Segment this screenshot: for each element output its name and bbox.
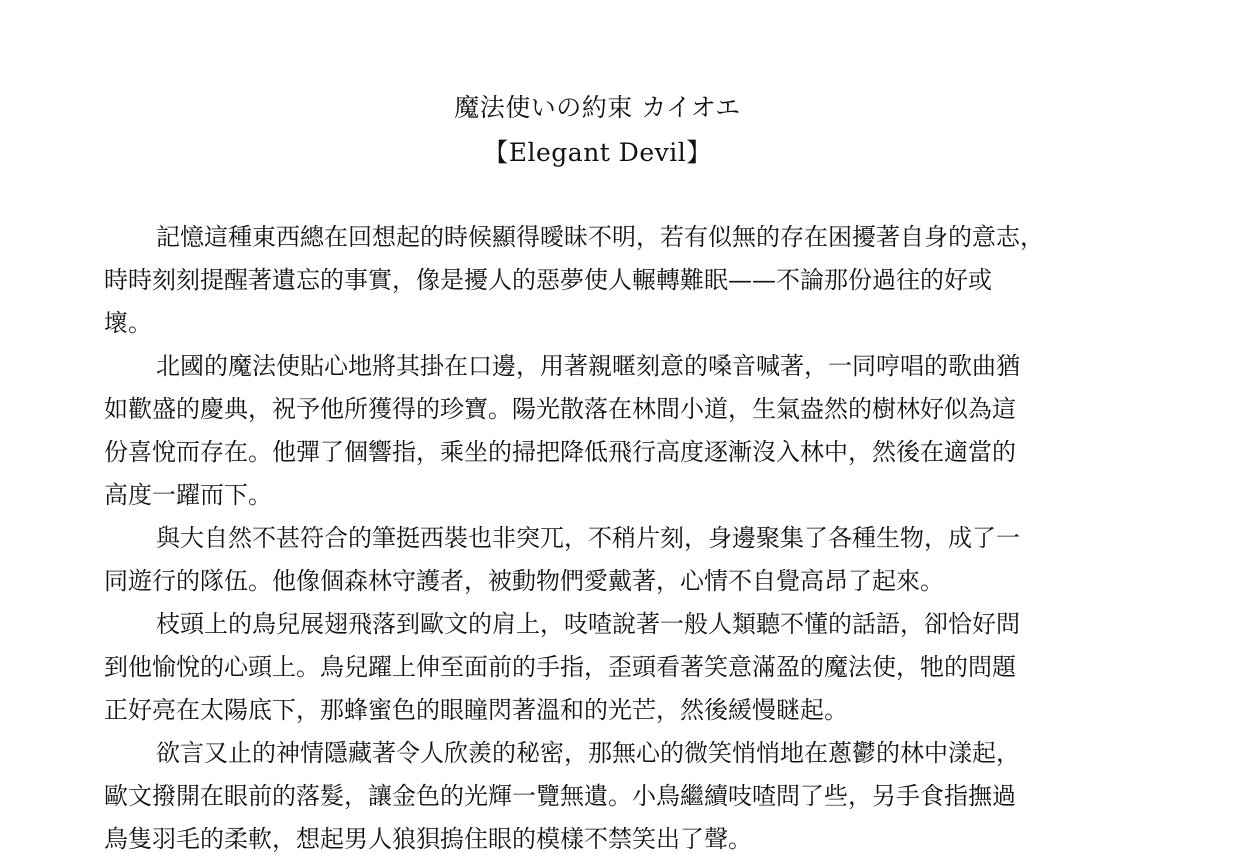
paragraph-4 xyxy=(104,603,1114,732)
paragraph-line: 份喜悅而存在。他彈了個響指，乘坐的掃把降低飛行高度逐漸沒入林中，然後在適當的 xyxy=(104,438,1016,466)
paragraph-line: 時時刻刻提醒著遺忘的事實，像是擾人的惡夢使人輾轉難眠——不論那份過往的好或 xyxy=(104,266,992,294)
paragraph-5 xyxy=(104,732,1114,854)
paragraph-3 xyxy=(104,517,1114,603)
paragraph-line: 北國的魔法使貼心地將其掛在口邊，用著親暱刻意的嗓音喊著，一同哼唱的歌曲猶 xyxy=(156,352,1020,380)
document-body xyxy=(104,216,1114,854)
paragraph-line: 如歡盛的慶典，祝予他所獲得的珍寶。陽光散落在林間小道，生氣盎然的樹林好似為這 xyxy=(104,395,1016,423)
paragraph-2 xyxy=(104,345,1114,517)
paragraph-line: 正好亮在太陽底下，那蜂蜜色的眼瞳閃著溫和的光芒，然後緩慢瞇起。 xyxy=(104,696,848,724)
document-subtitle: 【Elegant Devil】 xyxy=(483,138,712,167)
paragraph-1 xyxy=(104,216,1114,345)
paragraph-line: 與大自然不甚符合的筆挺西裝也非突兀，不稍片刻，身邊聚集了各種生物，成了一 xyxy=(156,524,1020,552)
paragraph-line: 歐文撥開在眼前的落髮，讓金色的光輝一覽無遺。小鳥繼續吱喳問了些，另手食指撫過 xyxy=(104,782,1016,810)
document-title: 魔法使いの約束 カイオエ xyxy=(454,93,741,122)
paragraph-line: 到他愉悅的心頭上。鳥兒躍上伸至面前的手指，歪頭看著笑意滿盈的魔法使，牠的問題 xyxy=(104,653,1016,681)
paragraph-line: 記憶這種東西總在回想起的時候顯得曖昧不明，若有似無的存在困擾著自身的意志， xyxy=(156,223,1044,251)
paragraph-line: 高度一躍而下。 xyxy=(104,481,272,509)
paragraph-line: 枝頭上的鳥兒展翅飛落到歐文的肩上，吱喳說著一般人類聽不懂的話語，卻恰好問 xyxy=(156,610,1020,638)
paragraph-line: 壞。 xyxy=(104,309,152,337)
paragraph-line: 欲言又止的神情隱藏著令人欣羨的秘密，那無心的微笑悄悄地在蔥鬱的林中漾起， xyxy=(156,739,1020,767)
paragraph-line: 鳥隻羽毛的柔軟，想起男人狼狽摀住眼的模樣不禁笑出了聲。 xyxy=(104,825,752,853)
paragraph-line: 同遊行的隊伍。他像個森林守護者，被動物們愛戴著，心情不自覺高昂了起來。 xyxy=(104,567,944,595)
